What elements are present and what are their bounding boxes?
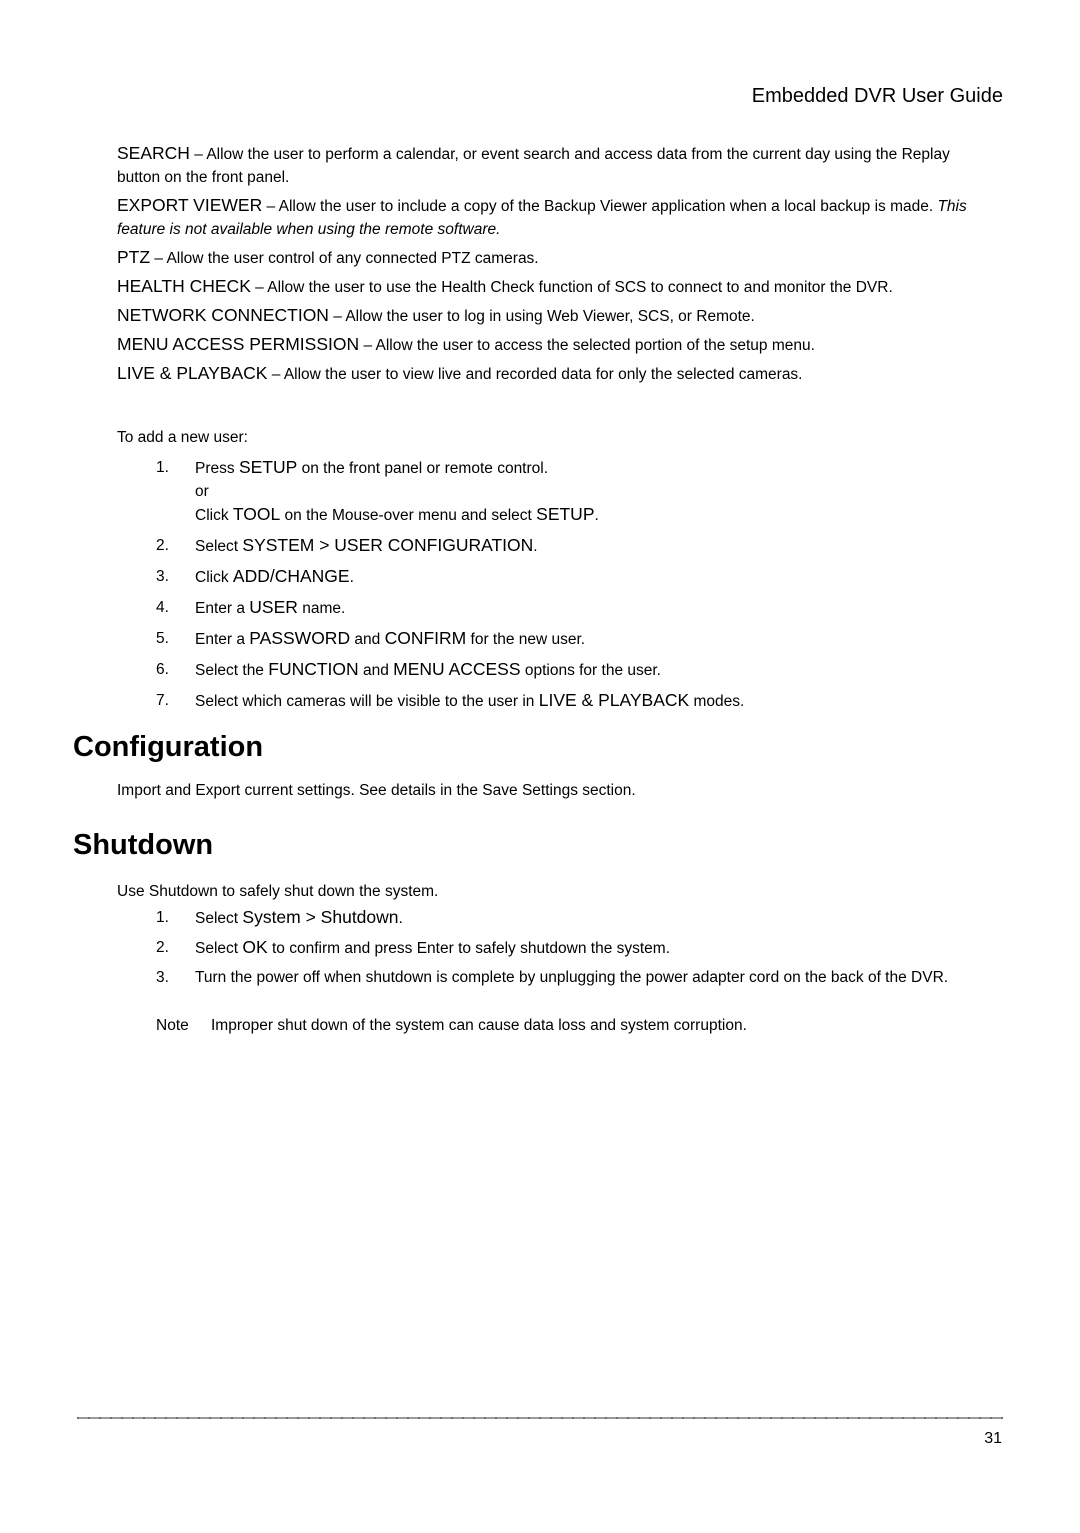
note <box>156 1014 1005 1037</box>
add-user-step-4 <box>156 596 1005 620</box>
list-number: 6. <box>156 661 169 678</box>
add-user-step-2 <box>156 534 1005 558</box>
configuration-paragraph: Import and Export current settings. See details in the Save Settings section. <box>117 782 636 799</box>
list-number: 1. <box>156 909 169 926</box>
add-user-step-5 <box>156 627 1005 651</box>
shutdown-paragraph: Use Shutdown to safely shut down the system. <box>117 883 439 900</box>
list-number: 2. <box>156 537 169 554</box>
add-user-step-7 <box>156 689 1005 713</box>
page-number: 31 <box>984 1430 1002 1447</box>
note-label: Note <box>156 1017 189 1034</box>
list-item-text: Click ADD/CHANGE. <box>195 566 354 586</box>
list-item-text: Select which cameras will be visible to the user in LIVE & PLAYBACK modes. <box>195 690 745 710</box>
list-number: 7. <box>156 692 169 709</box>
list-number: 5. <box>156 630 169 647</box>
list-item-text: Select SYSTEM > USER CONFIGURATION. <box>195 535 538 555</box>
permission-paragraph-ptz: PTZ – Allow the user control of any connected PTZ cameras. <box>117 247 539 267</box>
add-user-step-3 <box>156 565 1005 589</box>
page-header <box>0 84 1003 108</box>
shutdown-step-1 <box>156 906 1005 930</box>
add-user-step-1 <box>156 456 1005 527</box>
section-heading-configuration: Configuration <box>73 731 264 763</box>
list-item-text: Press SETUP on the front panel or remote control. or Click TOOL on the Mouse-over menu and select SETUP. <box>195 457 599 524</box>
permission-paragraph-search: SEARCH – Allow the user to perform a calendar, or event search and access data from the current day using the Replay button on the front panel. <box>117 143 950 186</box>
permission-paragraph-health-check: HEALTH CHECK – Allow the user to use the Health Check function of SCS to connect to and monitor the DVR. <box>117 276 893 296</box>
list-number: 3. <box>156 568 169 585</box>
add-user-lead: To add a new user: <box>117 429 248 446</box>
permission-paragraph-menu-access: MENU ACCESS PERMISSION – Allow the user to access the selected portion of the setup menu. <box>117 334 815 354</box>
footer-rule <box>77 1417 1003 1419</box>
add-user-step-6 <box>156 658 1005 682</box>
list-item-text: Turn the power off when shutdown is complete by unplugging the power adapter cord on the back of the DVR. <box>195 969 949 986</box>
note-text: Improper shut down of the system can cause data loss and system corruption. <box>211 1017 747 1034</box>
list-number: 2. <box>156 939 169 956</box>
list-number: 3. <box>156 969 169 986</box>
list-item-text: Select OK to confirm and press Enter to safely shutdown the system. <box>195 937 671 957</box>
list-number: 4. <box>156 599 169 616</box>
list-item-text: Enter a USER name. <box>195 597 346 617</box>
list-item-text: Select the FUNCTION and MENU ACCESS options for the user. <box>195 659 661 679</box>
list-item-text: Select System > Shutdown. <box>195 907 403 927</box>
shutdown-step-2 <box>156 936 1005 960</box>
shutdown-step-3 <box>156 966 1005 989</box>
permission-paragraph-live-playback: LIVE & PLAYBACK – Allow the user to view live and recorded data for only the selected cameras. <box>117 363 803 383</box>
permission-paragraph-export-viewer: EXPORT VIEWER – Allow the user to include a copy of the Backup Viewer application when a local backup is made. This feature is not available when using the remote software. <box>117 195 967 238</box>
list-number: 1. <box>156 459 169 476</box>
section-heading-shutdown: Shutdown <box>73 829 214 861</box>
header-title: Embedded DVR User Guide <box>751 85 1003 107</box>
list-item-text: Enter a PASSWORD and CONFIRM for the new user. <box>195 628 586 648</box>
page-content <box>0 142 1080 1037</box>
permission-paragraph-network-connection: NETWORK CONNECTION – Allow the user to log in using Web Viewer, SCS, or Remote. <box>117 305 755 325</box>
